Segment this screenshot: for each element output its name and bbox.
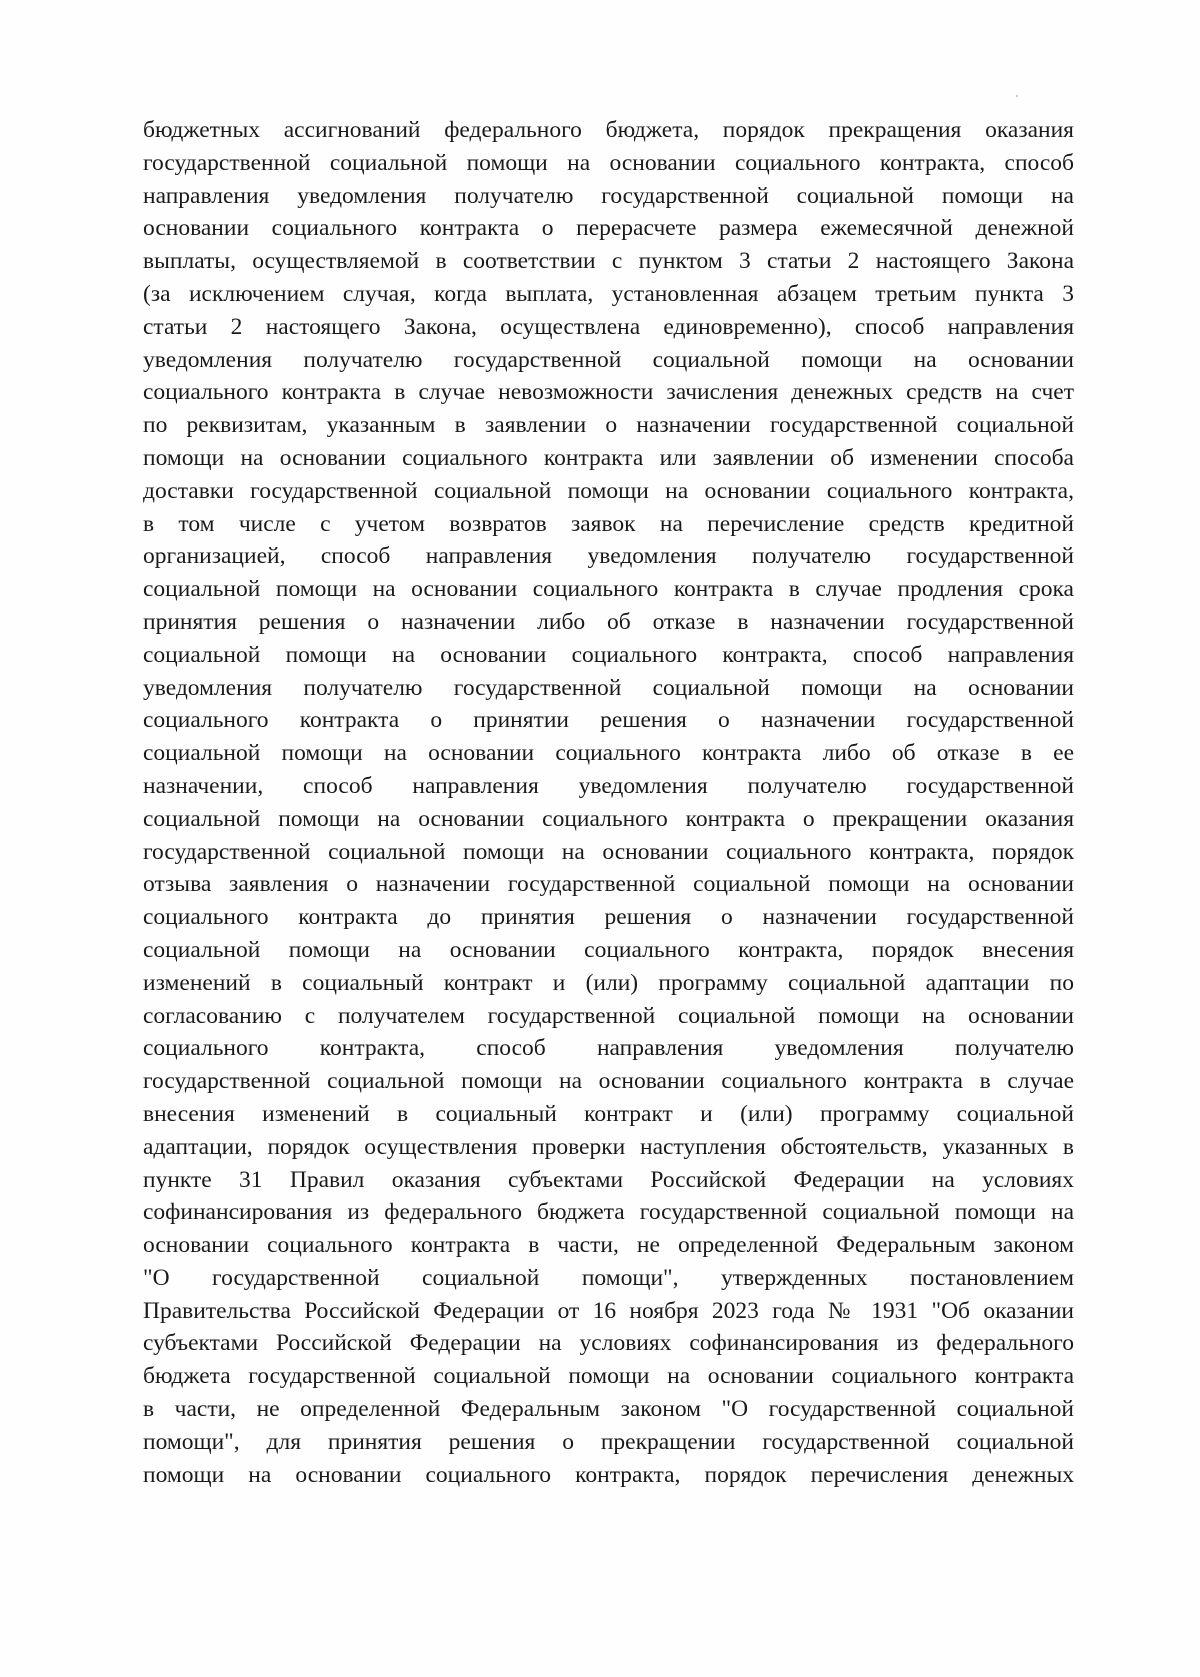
text-line: пункте 31 Правил оказания субъектами Российской Федерации на условиях (143, 1166, 1074, 1193)
scan-speck (1016, 95, 1018, 97)
text-line: выплаты, осуществляемой в соответствии с пунктом 3 статьи 2 настоящего Закона (143, 248, 1074, 275)
text-line: доставки государственной социальной помощи на основании социального контракта, (143, 477, 1074, 504)
text-line: в части, не определенной Федеральным законом "О государственной социальной (143, 1396, 1074, 1423)
text-line: социального контракта, способ направления уведомления получателю (143, 1035, 1074, 1062)
text-line: помощи на основании социального контракта, порядок перечисления денежных (143, 1461, 1074, 1488)
text-line: по реквизитам, указанным в заявлении о назначении государственной социальной (143, 412, 1074, 439)
text-line: основании социального контракта в части, не определенной Федеральным законом (143, 1232, 1074, 1259)
text-line: социального контракта до принятия решения о назначении государственной (143, 904, 1074, 931)
text-line: социального контракта о принятии решения о назначении государственной (143, 707, 1074, 734)
text-line: социального контракта в случае невозможности зачисления денежных средств на счет (143, 379, 1074, 406)
text-line: адаптации, порядок осуществления проверки наступления обстоятельств, указанных в (143, 1133, 1074, 1160)
text-line: бюджетных ассигнований федерального бюджета, порядок прекращения оказания (143, 117, 1074, 143)
text-line: государственной социальной помощи на основании социального контракта, способ (143, 149, 1074, 176)
text-line: уведомления получателю государственной социальной помощи на основании (143, 674, 1074, 701)
text-line: социальной помощи на основании социального контракта, порядок внесения (143, 936, 1074, 963)
text-line: государственной социальной помощи на основании социального контракта в случае (143, 1068, 1074, 1095)
text-line: отзыва заявления о назначении государственной социальной помощи на основании (143, 871, 1074, 898)
text-line: государственной социальной помощи на основании социального контракта, порядок (143, 838, 1074, 865)
text-line: внесения изменений в социальный контракт и (или) программу социальной (143, 1100, 1074, 1127)
text-line: "О государственной социальной помощи", утвержденных постановлением (143, 1264, 1074, 1291)
text-line: софинансирования из федерального бюджета государственной социальной помощи на (143, 1199, 1074, 1226)
text-line: назначении, способ направления уведомления получателю государственной (143, 772, 1074, 799)
text-line: принятия решения о назначении либо об отказе в назначении государственной (143, 608, 1074, 635)
text-line: согласованию с получателем государственной социальной помощи на основании (143, 1002, 1074, 1029)
text-line: статьи 2 настоящего Закона, осуществлена единовременно), способ направления (143, 313, 1074, 340)
text-line: помощи на основании социального контракта или заявлении об изменении способа (143, 444, 1074, 471)
text-line: в том числе с учетом возвратов заявок на перечисление средств кредитной (143, 510, 1074, 537)
text-line: субъектами Российской Федерации на условиях софинансирования из федерального (143, 1330, 1074, 1357)
text-line: помощи", для принятия решения о прекращении государственной социальной (143, 1428, 1074, 1455)
text-line: уведомления получателю государственной социальной помощи на основании (143, 346, 1074, 373)
text-line: социальной помощи на основании социального контракта о прекращении оказания (143, 805, 1074, 832)
text-line: Правительства Российской Федерации от 16 ноября 2023 года № 1931 "Об оказании (143, 1297, 1074, 1324)
text-line: бюджета государственной социальной помощи на основании социального контракта (143, 1363, 1074, 1390)
text-line: социальной помощи на основании социального контракта либо об отказе в ее (143, 740, 1074, 767)
text-line: (за исключением случая, когда выплата, установленная абзацем третьим пункта 3 (143, 280, 1074, 307)
text-line: основании социального контракта о перерасчете размера ежемесячной денежной (143, 215, 1074, 242)
text-line: социальной помощи на основании социального контракта в случае продления срока (143, 576, 1074, 603)
text-line: организацией, способ направления уведомления получателю государственной (143, 543, 1074, 570)
text-line: направления уведомления получателю государственной социальной помощи на (143, 182, 1074, 209)
text-line: изменений в социальный контракт и (или) программу социальной адаптации по (143, 969, 1074, 996)
text-line: социальной помощи на основании социального контракта, способ направления (143, 641, 1074, 668)
document-body-text (143, 114, 1074, 1491)
